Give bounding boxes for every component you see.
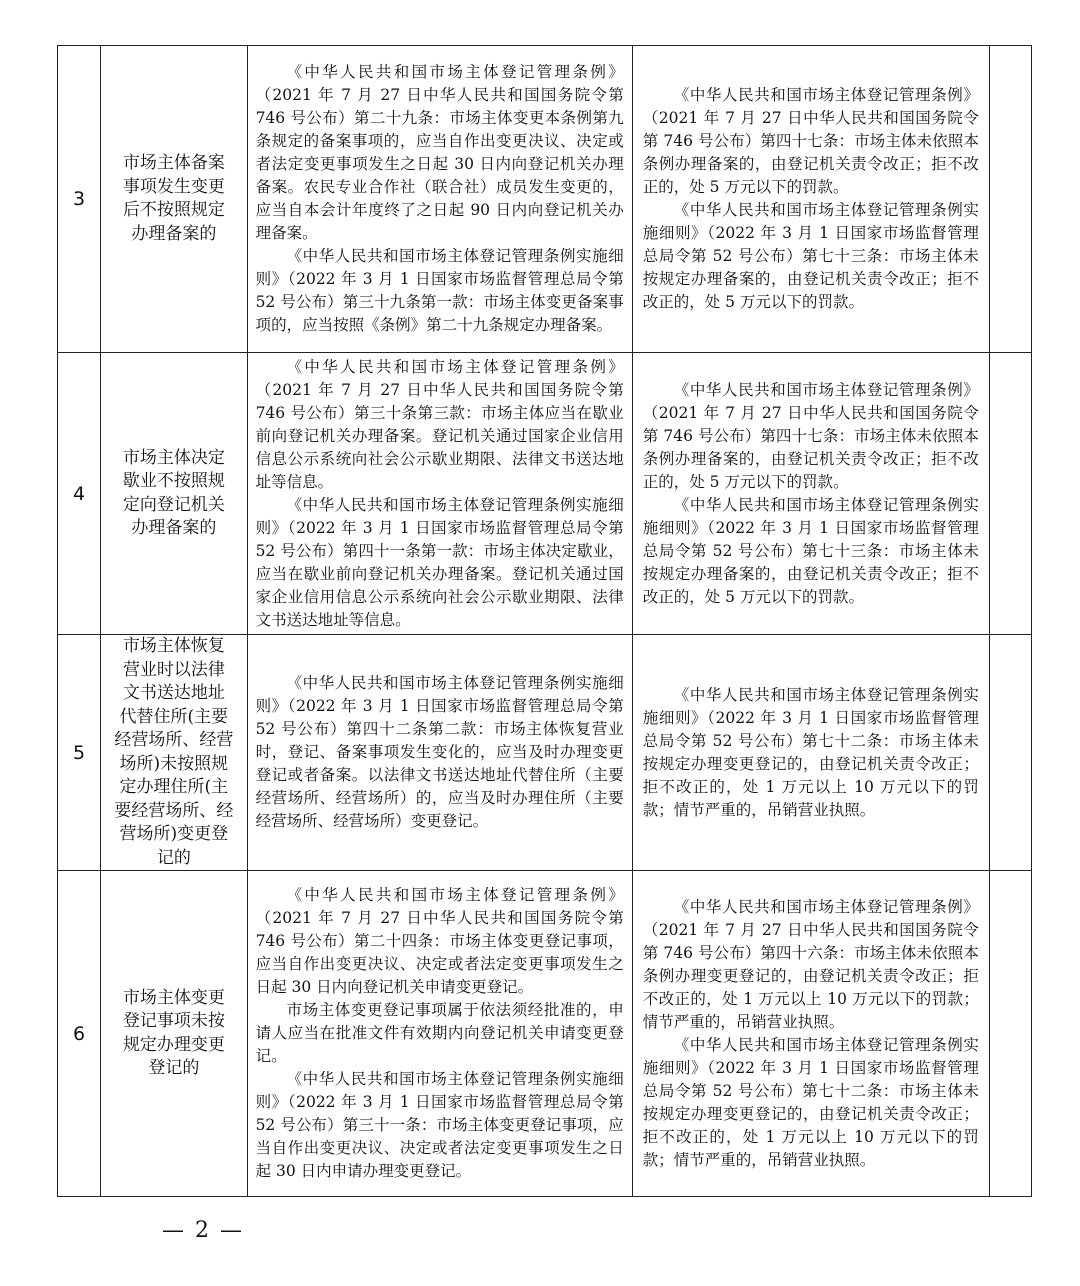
violation-name-line: 办理备案的	[131, 223, 217, 244]
table-row	[58, 353, 1032, 635]
violation-name-line: 规定办理变更	[122, 1034, 225, 1055]
violation-name-line: 文书送达地址	[122, 683, 225, 703]
row-number: 6	[58, 871, 101, 1197]
empty-cell	[989, 46, 1031, 353]
legal-basis-cell	[247, 353, 632, 635]
penalty-basis-paragraph: 《中华人民共和国市场主体登记管理条例》（2021 年 7 月 27 日中华人民共和国国务院令第 746 号公布）第四十七条：市场主体未依照本条例办理备案的，由登记机关责令改正；拒不改正的，处 5 万元以下的罚款。	[642, 380, 979, 491]
violation-name-line: 市场主体备案	[122, 153, 225, 173]
legal-basis-cell	[247, 871, 632, 1197]
violation-name-line: 定向登记机关	[122, 494, 225, 515]
violation-name-cell	[101, 635, 247, 871]
legal-basis-paragraph: 《中华人民共和国市场主体登记管理条例实施细则》（2022 年 3 月 1 日国家市场监督管理总局令第 52 号公布）第四十二条第二款：市场主体恢复营业时，登记、备案事项发生变化的，应当及时办理变更登记或者备案。以法律文书送达地址代替住所（主要经营场所、经营场所）的，应当及时办理住所（主要经营场所、经营场所）变更登记。	[255, 674, 629, 830]
empty-cell	[989, 353, 1031, 635]
row-number: 3	[58, 46, 101, 353]
legal-basis-paragraph: 《中华人民共和国市场主体登记管理条例实施细则》（2022 年 3 月 1 日国家市场监督管理总局令第 52 号公布）第三十一条：市场主体变更登记事项，应当自作出变更决议、决定或者法定变更事项发生之日起 30 日内申请办理变更登记。	[255, 1070, 629, 1180]
violation-name-line: 后不按照规定	[122, 200, 225, 220]
legal-basis-cell	[247, 635, 632, 871]
penalty-basis-paragraph: 《中华人民共和国市场主体登记管理条例》（2021 年 7 月 27 日中华人民共和国国务院令第 746 号公布）第四十六条：市场主体未依照本条例办理变更登记的，由登记机关责令改正；拒不改正的，处 1 万元以上 10 万元以下的罚款；情节严重的，吊销营业执照。	[642, 897, 979, 1031]
violation-name-cell	[101, 871, 247, 1197]
empty-cell	[989, 871, 1031, 1197]
penalty-basis-paragraph: 《中华人民共和国市场主体登记管理条例》（2021 年 7 月 27 日中华人民共和国国务院令第 746 号公布）第四十七条：市场主体未依照本条例办理备案的，由登记机关责令改正；拒不改正的，处 5 万元以下的罚款。	[642, 86, 979, 196]
violation-name-line: 营业时以法律	[122, 659, 225, 680]
table-row	[58, 635, 1032, 871]
legal-basis-paragraph: 《中华人民共和国市场主体登记管理条例实施细则》（2022 年 3 月 1 日国家市场监督管理总局令第 52 号公布）第四十一条第一款：市场主体决定歇业，应当在歇业前向登记机关办理备案。登记机关通过国家企业信用信息公示系统向社会公示歇业期限、法律文书送达地址等信息。	[255, 495, 629, 629]
legal-basis-paragraph: 市场主体变更登记事项属于依法须经批准的，申请人应当在批准文件有效期内向登记机关申请变更登记。	[255, 1001, 624, 1065]
violation-name-line: 场所)未按照规	[119, 753, 229, 774]
violation-name-line: 记的	[156, 847, 191, 868]
violation-name-line: 办理备案的	[131, 518, 217, 538]
violation-name-line: 市场主体恢复	[122, 636, 225, 656]
regulation-table	[57, 45, 1032, 1197]
penalty-basis-cell	[632, 871, 989, 1197]
violation-name-line: 事项发生变更	[122, 176, 225, 197]
violation-name-line: 歇业不按照规	[122, 471, 225, 491]
violation-name-line: 定办理住所(主	[119, 777, 229, 797]
penalty-basis-paragraph: 《中华人民共和国市场主体登记管理条例实施细则》（2022 年 3 月 1 日国家市场监督管理总局令第 52 号公布）第七十二条：市场主体未按规定办理变更登记的，由登记机关责令改正；拒不改正的，处 1 万元以上 10 万元以下的罚款；情节严重的，吊销营业执照。	[642, 685, 979, 819]
legal-basis-paragraph: 《中华人民共和国市场主体登记管理条例》（2021 年 7 月 27 日中华人民共和国国务院令第 746 号公布）第三十条第三款：市场主体应当在歇业前向登记机关办理备案。登记机关通过国家企业信用信息公示系统向社会公示歇业期限、法律文书送达地址等信息。	[255, 357, 629, 491]
row-number: 4	[58, 353, 101, 635]
legal-basis-paragraph: 《中华人民共和国市场主体登记管理条例》（2021 年 7 月 27 日中华人民共和国国务院令第 746 号公布）第二十九条：市场主体变更本条例第九条规定的备案事项的，应当自作出变更决议、决定或者法定变更事项发生之日起 30 日内向登记机关办理备案。农民专业合作社（联合社）成员发生变更的，应当自本会计年度终了之日起 90 日内向登记机关办理备案。	[255, 63, 629, 242]
table-row	[58, 871, 1032, 1197]
violation-name-line: 营场所)变更登	[119, 824, 229, 844]
row-number: 5	[58, 635, 101, 871]
page-number: — 2 —	[162, 1218, 244, 1243]
penalty-basis-paragraph: 《中华人民共和国市场主体登记管理条例实施细则》（2022 年 3 月 1 日国家市场监督管理总局令第 52 号公布）第七十二条：市场主体未按规定办理变更登记的，由登记机关责令改正；拒不改正的，处 1 万元以上 10 万元以下的罚款；情节严重的，吊销营业执照。	[642, 1035, 979, 1169]
violation-name-line: 要经营场所、经	[114, 800, 234, 821]
violation-name-line: 登记事项未按	[122, 1011, 225, 1031]
violation-name-cell	[101, 353, 247, 635]
legal-basis-paragraph: 《中华人民共和国市场主体登记管理条例实施细则》（2022 年 3 月 1 日国家市场监督管理总局令第 52 号公布）第三十九条第一款：市场主体变更备案事项的，应当按照《条例》第二十九条规定办理备案。	[255, 247, 629, 334]
penalty-basis-cell	[632, 635, 989, 871]
penalty-basis-paragraph: 《中华人民共和国市场主体登记管理条例实施细则》（2022 年 3 月 1 日国家市场监督管理总局令第 52 号公布）第七十三条：市场主体未按规定办理备案的，由登记机关责令改正；拒不改正的，处 5 万元以下的罚款。	[642, 495, 979, 606]
legal-basis-cell	[247, 46, 632, 353]
empty-cell	[989, 635, 1031, 871]
violation-name-line: 市场主体变更	[122, 987, 225, 1008]
violation-name-line: 市场主体决定	[122, 447, 225, 468]
penalty-basis-cell	[632, 46, 989, 353]
violation-name-line: 经营场所、经营	[114, 730, 234, 750]
legal-basis-paragraph: 《中华人民共和国市场主体登记管理条例》（2021 年 7 月 27 日中华人民共和国国务院令第 746 号公布）第二十四条：市场主体变更登记事项，应当自作出变更决议、决定或者法定变更事项发生之日起 30 日内向登记机关申请变更登记。	[255, 886, 629, 996]
penalty-basis-paragraph: 《中华人民共和国市场主体登记管理条例实施细则》（2022 年 3 月 1 日国家市场监督管理总局令第 52 号公布）第七十三条：市场主体未按规定办理备案的，由登记机关责令改正；拒不改正的，处 5 万元以下的罚款。	[642, 201, 979, 311]
table-body	[58, 46, 1032, 1197]
violation-name-line: 登记的	[148, 1058, 200, 1078]
violation-name-line: 代替住所(主要	[119, 706, 229, 727]
penalty-basis-cell	[632, 353, 989, 635]
table-row	[58, 46, 1032, 353]
violation-name-cell	[101, 46, 247, 353]
